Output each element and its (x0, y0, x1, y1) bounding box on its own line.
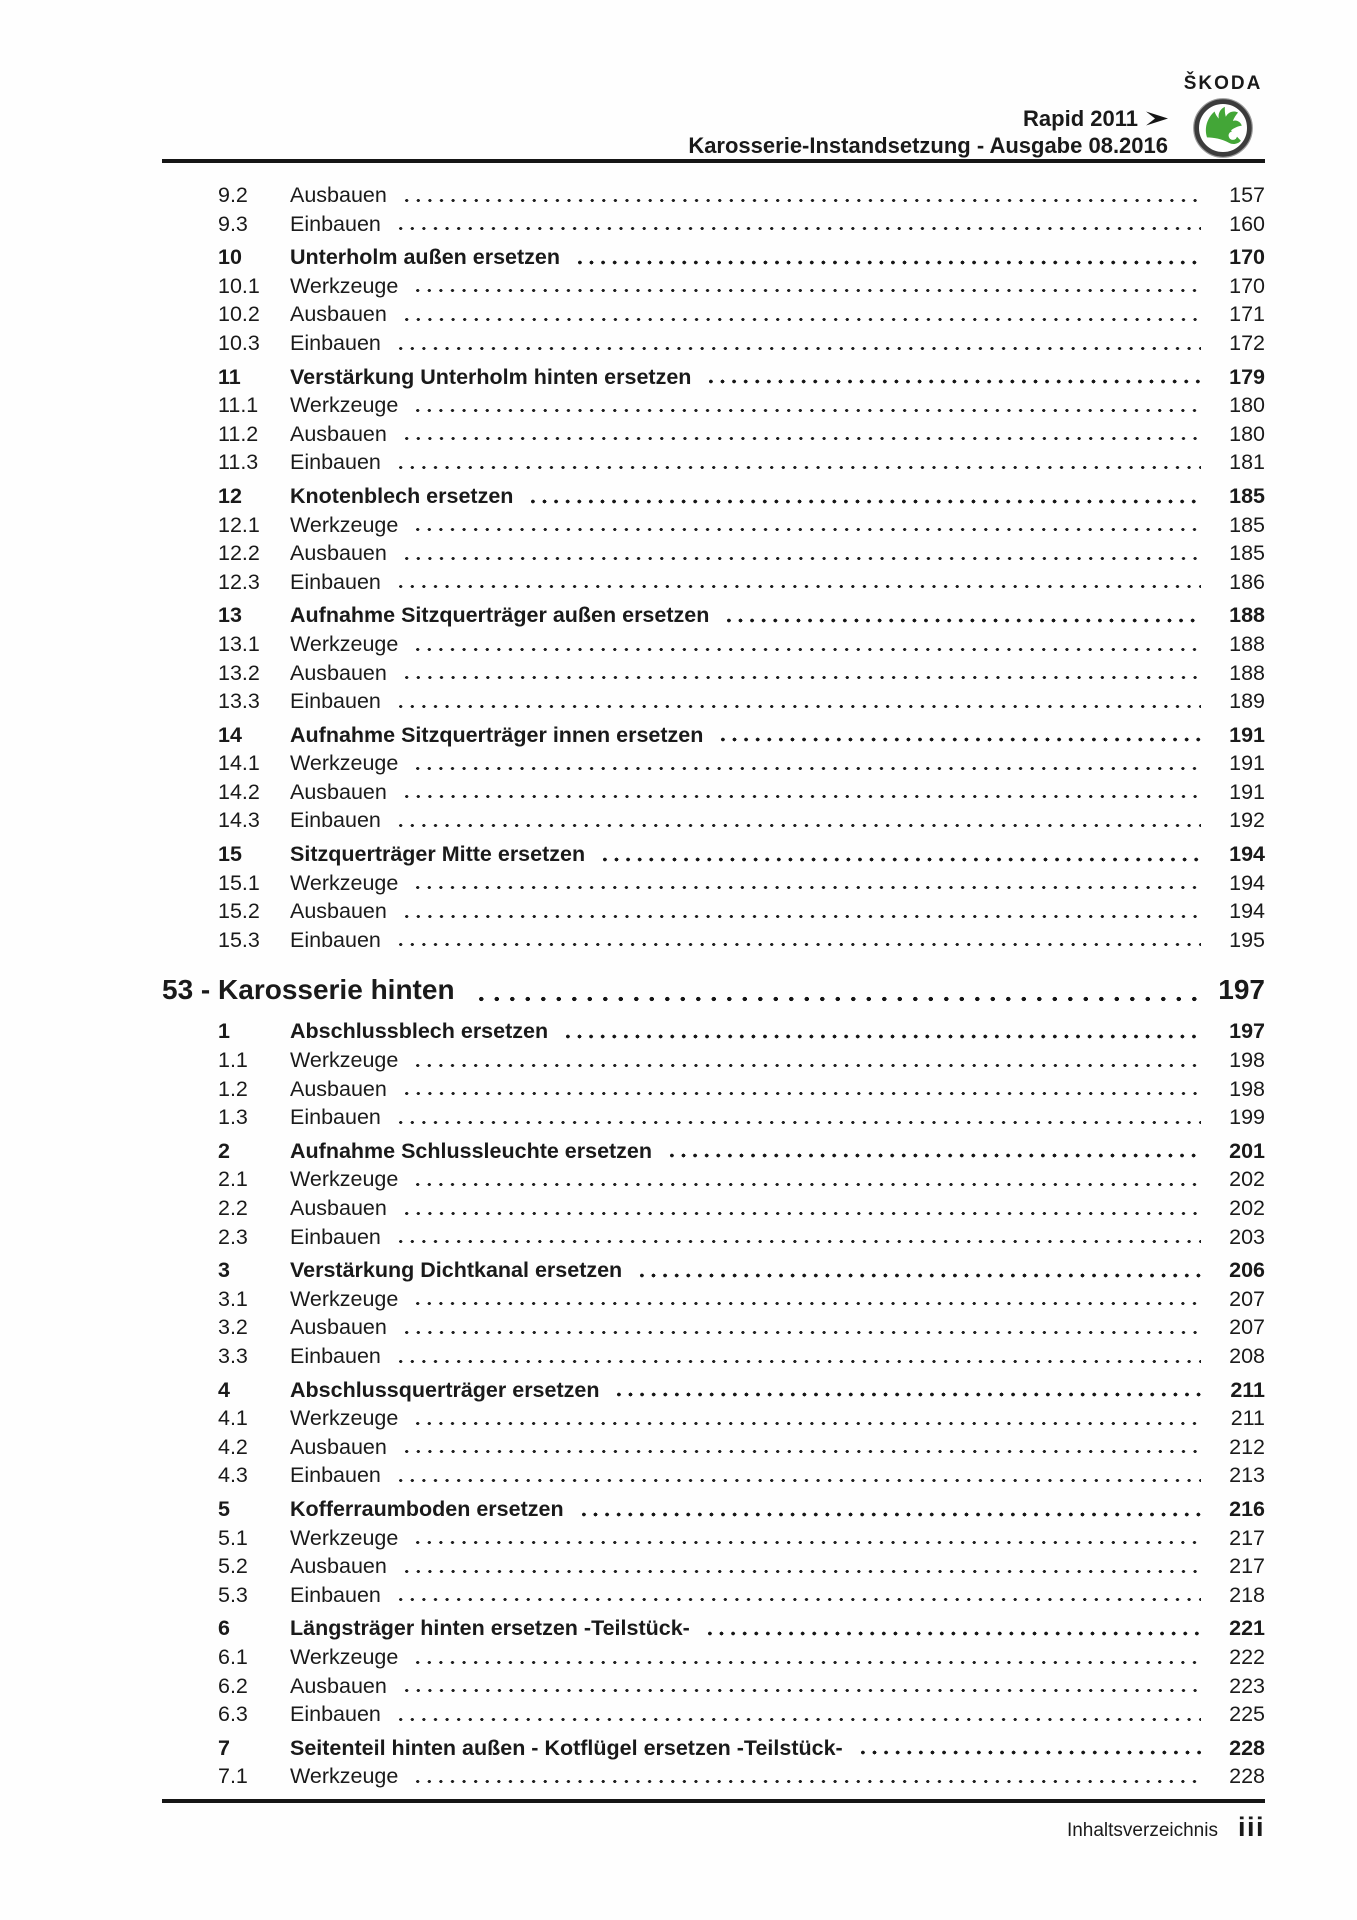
footer-section-label: Inhaltsverzeichnis (1066, 1820, 1218, 1841)
toc-row-page: 195 (1229, 927, 1265, 952)
toc-row-page: 194 (1229, 899, 1265, 924)
toc-row (162, 1762, 1265, 1791)
toc-row (162, 1495, 1265, 1524)
header-divider (162, 159, 1265, 163)
toc-row-number: 11.2 (218, 421, 259, 446)
toc-row-page: 217 (1229, 1554, 1265, 1579)
toc-row (162, 778, 1265, 807)
toc-row-number: 10.2 (218, 302, 260, 327)
toc-row-title: Ausbauen (290, 779, 387, 804)
toc-row-number: 4 (218, 1377, 230, 1402)
dot-leader (566, 1034, 1201, 1039)
toc-row-number: 14 (218, 722, 242, 747)
toc-row-page: 223 (1229, 1673, 1265, 1698)
toc-row-page: 198 (1229, 1076, 1265, 1101)
dot-leader (399, 1597, 1201, 1602)
toc-row-number: 3.2 (218, 1315, 248, 1340)
toc-row-number: 15 (218, 842, 242, 867)
dot-leader (708, 1631, 1201, 1636)
toc-row-number: 12.3 (218, 569, 260, 594)
dot-leader (399, 942, 1201, 947)
toc-row-page: 211 (1230, 1377, 1265, 1402)
dot-leader (399, 346, 1201, 351)
toc-row-page: 194 (1229, 842, 1265, 867)
toc-row-title: Einbauen (290, 1224, 381, 1249)
toc-row (162, 181, 1265, 210)
toc-row-title: Einbauen (290, 1702, 381, 1727)
dot-leader (399, 704, 1201, 709)
dot-leader (399, 1120, 1201, 1125)
toc-row-page: 185 (1229, 512, 1265, 537)
dot-leader (416, 1421, 1201, 1426)
toc-row-title: Werkzeuge (290, 870, 399, 895)
toc-row-page: 191 (1229, 722, 1265, 747)
dot-leader (416, 1063, 1201, 1068)
page-footer (162, 1812, 1265, 1843)
toc-row-page: 180 (1229, 393, 1265, 418)
toc-row-number: 1.2 (218, 1076, 248, 1101)
toc-row-title: Ausbauen (290, 899, 387, 924)
dot-leader (405, 1211, 1201, 1216)
toc-row-page: 228 (1229, 1764, 1265, 1789)
toc-row-number: 15.3 (218, 927, 260, 952)
toc-row-title: 53 - Karosserie hinten (162, 974, 455, 1006)
toc-row-title: Aufnahme Sitzquerträger innen ersetzen (290, 722, 704, 747)
toc-rows (162, 181, 1265, 1791)
toc-row-page: 228 (1229, 1735, 1265, 1760)
toc-row-number: 6.2 (218, 1673, 248, 1698)
toc-row-number: 1 (218, 1019, 230, 1044)
dot-leader (416, 1182, 1201, 1187)
toc-row-page: 202 (1229, 1196, 1265, 1220)
toc-row-number: 15.1 (218, 870, 260, 895)
dot-leader (416, 408, 1201, 413)
toc-row (162, 1614, 1265, 1643)
toc-row-title: Einbauen (290, 330, 381, 355)
dot-leader (405, 914, 1201, 919)
dot-leader (531, 499, 1201, 504)
toc-row-number: 1.1 (218, 1048, 248, 1073)
toc-row (162, 568, 1265, 597)
dot-leader (416, 885, 1201, 890)
toc-row-page: 216 (1229, 1496, 1265, 1521)
toc-row (162, 1672, 1265, 1701)
dot-leader (405, 794, 1201, 799)
toc-row (162, 1137, 1265, 1166)
toc-row-number: 2.2 (218, 1196, 248, 1220)
toc-row-title: Ausbauen (290, 421, 387, 446)
dot-leader (416, 1660, 1201, 1665)
toc-chapter-row (162, 968, 1265, 1012)
toc-row-title: Kofferraumboden ersetzen (290, 1496, 564, 1521)
footer-divider (162, 1799, 1265, 1803)
dot-leader (399, 1359, 1201, 1364)
dot-leader (399, 465, 1201, 470)
toc-row-title: Werkzeuge (290, 1406, 399, 1431)
dot-leader (405, 436, 1201, 441)
dot-leader (405, 317, 1201, 322)
dot-leader (416, 1301, 1201, 1306)
toc-row-page: 185 (1229, 541, 1265, 566)
toc-row (162, 272, 1265, 301)
dot-leader (405, 1449, 1201, 1454)
dot-leader (405, 1091, 1201, 1096)
toc-row-title: Werkzeuge (290, 1764, 399, 1789)
toc-row (162, 329, 1265, 358)
toc-row-page: 197 (1218, 974, 1265, 1006)
toc-row-title: Aufnahme Sitzquerträger außen ersetzen (290, 603, 710, 628)
toc-row-title: Einbauen (290, 689, 381, 714)
toc-row-title: Aufnahme Schlussleuchte ersetzen (290, 1138, 653, 1163)
dot-leader (405, 198, 1201, 203)
dot-leader (399, 226, 1201, 231)
toc-row (162, 926, 1265, 955)
dot-leader (709, 379, 1201, 384)
toc-row (162, 721, 1265, 750)
dot-leader (405, 1569, 1201, 1574)
toc-row-number: 14.2 (218, 779, 260, 804)
toc-row-number: 5.3 (218, 1582, 248, 1607)
toc-row-number: 4.3 (218, 1463, 248, 1488)
toc-row-title: Werkzeuge (290, 1167, 399, 1192)
toc-row-page: 188 (1229, 603, 1265, 628)
toc-row-page: 185 (1229, 483, 1265, 508)
toc-row-title: Ausbauen (290, 541, 387, 566)
toc-row-page: 180 (1229, 421, 1265, 446)
dot-leader (399, 1239, 1201, 1244)
toc-row (162, 391, 1265, 420)
toc-row-title: Ausbauen (290, 1315, 387, 1340)
subtitle-line: Karosserie-Instandsetzung - Ausgabe 08.2016 (688, 133, 1168, 158)
dot-leader (479, 996, 1199, 1002)
toc-row-title: Unterholm außen ersetzen (290, 245, 560, 270)
toc-row-title: Ausbauen (290, 1076, 387, 1101)
page-header (162, 74, 1265, 160)
skoda-logo (1181, 74, 1265, 160)
toc-row-title: Ausbauen (290, 1554, 387, 1579)
toc-row-page: 157 (1229, 183, 1265, 207)
toc-row-page: 191 (1229, 751, 1265, 776)
toc-row (162, 1285, 1265, 1314)
toc-row-title: Einbauen (290, 1343, 381, 1368)
toc-row-number: 13.3 (218, 689, 260, 714)
toc-row (162, 1734, 1265, 1763)
model-name: Rapid 2011 (1023, 106, 1138, 131)
model-line (688, 105, 1168, 132)
dot-leader (670, 1153, 1201, 1158)
dot-leader (640, 1273, 1201, 1278)
toc-row-title: Ausbauen (290, 1196, 387, 1220)
toc-row (162, 840, 1265, 869)
toc-row-page: 203 (1229, 1224, 1265, 1249)
toc-row-page: 172 (1229, 330, 1265, 355)
toc-row-title: Verstärkung Dichtkanal ersetzen (290, 1258, 623, 1283)
dot-leader (405, 1688, 1201, 1693)
toc-row-page: 208 (1229, 1343, 1265, 1368)
toc-row-number: 2.1 (218, 1167, 248, 1192)
toc-row (162, 363, 1265, 392)
dot-leader (399, 823, 1201, 828)
toc-row-number: 11 (218, 364, 241, 389)
toc-row (162, 1433, 1265, 1462)
toc-row-title: Einbauen (290, 1105, 381, 1130)
toc-row-title: Längsträger hinten ersetzen -Teilstück- (290, 1616, 690, 1641)
footer-page-number: iii (1237, 1812, 1265, 1842)
toc-row (162, 806, 1265, 835)
toc-row-page: 192 (1229, 808, 1265, 833)
toc-row (162, 749, 1265, 778)
toc-row-page: 188 (1229, 631, 1265, 656)
dot-leader (416, 1779, 1201, 1784)
toc-row-title: Einbauen (290, 1463, 381, 1488)
toc-row-number: 6 (218, 1616, 230, 1641)
dot-leader (416, 647, 1201, 652)
toc-row-page: 201 (1229, 1138, 1265, 1163)
toc-row-number: 2.3 (218, 1224, 248, 1249)
toc-row (162, 1165, 1265, 1194)
toc-row (162, 687, 1265, 716)
toc-row (162, 1194, 1265, 1223)
toc-row-page: 222 (1229, 1644, 1265, 1669)
toc-row-number: 5.2 (218, 1554, 248, 1579)
dot-leader (399, 1478, 1201, 1483)
toc-row (162, 511, 1265, 540)
dot-leader (416, 527, 1201, 532)
dot-leader (582, 1512, 1201, 1517)
toc-row-number: 11.3 (218, 450, 259, 475)
dot-leader (405, 1330, 1201, 1335)
toc-row (162, 539, 1265, 568)
dot-leader (617, 1392, 1201, 1397)
toc-row-page: 199 (1229, 1105, 1265, 1130)
toc-row-number: 5.1 (218, 1525, 248, 1550)
toc-row-number: 10.1 (218, 273, 260, 298)
skoda-wordmark: ŠKODA (1183, 73, 1263, 94)
toc-row-title: Werkzeuge (290, 1286, 399, 1311)
toc-row (162, 897, 1265, 926)
toc-row (162, 1552, 1265, 1581)
toc-row-number: 1.3 (218, 1105, 248, 1130)
toc-row-title: Einbauen (290, 808, 381, 833)
toc-row-number: 14.1 (218, 751, 260, 776)
toc-row (162, 1313, 1265, 1342)
toc-row-number: 6.1 (218, 1644, 248, 1669)
toc-row (162, 243, 1265, 272)
toc-row-page: 202 (1229, 1167, 1265, 1192)
toc-row-number: 12.1 (218, 512, 260, 537)
toc-row (162, 420, 1265, 449)
dot-leader (416, 1540, 1201, 1545)
toc-row-title: Abschlussblech ersetzen (290, 1019, 549, 1044)
toc-row-number: 3.3 (218, 1343, 248, 1368)
toc-row-title: Werkzeuge (290, 393, 399, 418)
toc-row-number: 13.1 (218, 631, 260, 656)
dot-leader (399, 584, 1201, 589)
toc-row-page: 218 (1229, 1582, 1265, 1607)
toc-row-page: 194 (1229, 870, 1265, 895)
toc-row-number: 13.2 (218, 660, 260, 685)
toc-row (162, 448, 1265, 477)
toc-row-title: Einbauen (290, 927, 381, 952)
toc-row (162, 630, 1265, 659)
toc-row-page: 207 (1229, 1286, 1265, 1311)
toc-row-number: 14.3 (218, 808, 260, 833)
dot-leader (861, 1750, 1201, 1755)
toc-row-page: 211 (1230, 1406, 1265, 1431)
toc-row-title: Werkzeuge (290, 1644, 399, 1669)
toc-row-title: Seitenteil hinten außen - Kotflügel ersetzen -Teilstück- (290, 1735, 843, 1760)
dot-leader (727, 618, 1201, 623)
toc-row (162, 1103, 1265, 1132)
toc-row-title: Ausbauen (290, 302, 387, 327)
toc-row-number: 7 (218, 1735, 230, 1760)
toc-row (162, 210, 1265, 239)
toc-row-title: Knotenblech ersetzen (290, 483, 514, 508)
toc-row (162, 1017, 1265, 1046)
toc-row-title: Abschlussquerträger ersetzen (290, 1377, 600, 1402)
toc-row-number: 3.1 (218, 1286, 248, 1311)
toc-row (162, 1075, 1265, 1104)
toc-row (162, 1461, 1265, 1490)
toc-row (162, 1376, 1265, 1405)
toc-row-number: 6.3 (218, 1702, 248, 1727)
toc-row (162, 601, 1265, 630)
toc-row-number: 10.3 (218, 330, 260, 355)
toc-row-number: 4.1 (218, 1406, 248, 1431)
toc-row-title: Ausbauen (290, 1434, 387, 1459)
toc-row-number: 2 (218, 1138, 230, 1163)
toc-row-page: 179 (1229, 364, 1265, 389)
toc-row-number: 10 (218, 245, 242, 270)
toc-row (162, 1524, 1265, 1553)
toc-row-title: Werkzeuge (290, 273, 399, 298)
toc-row-number: 3 (218, 1258, 230, 1283)
toc-row-page: 171 (1229, 302, 1265, 327)
toc-row-title: Werkzeuge (290, 512, 399, 537)
dot-leader (405, 556, 1201, 561)
toc-row (162, 482, 1265, 511)
toc-row-page: 181 (1229, 450, 1265, 475)
toc-row-title: Ausbauen (290, 1673, 387, 1698)
toc-row-page: 207 (1229, 1315, 1265, 1340)
toc-row (162, 1046, 1265, 1075)
toc-row-title: Einbauen (290, 211, 381, 236)
toc-row (162, 869, 1265, 898)
toc-row-number: 7.1 (218, 1764, 248, 1789)
header-text (688, 105, 1168, 160)
toc-row-page: 206 (1229, 1258, 1265, 1283)
toc-row (162, 300, 1265, 329)
toc-row-number: 9.3 (218, 211, 248, 236)
toc-row (162, 659, 1265, 688)
toc-row-page: 213 (1229, 1463, 1265, 1488)
toc-row-number: 12 (218, 483, 242, 508)
toc-row-page: 186 (1229, 569, 1265, 594)
toc-row-page: 188 (1229, 660, 1265, 685)
dot-leader (416, 766, 1201, 771)
toc-row-title: Ausbauen (290, 183, 387, 207)
toc-row-page: 191 (1229, 779, 1265, 804)
toc-row-page: 217 (1229, 1525, 1265, 1550)
toc-row-number: 5 (218, 1496, 230, 1521)
toc-row-title: Einbauen (290, 450, 381, 475)
dot-leader (399, 1717, 1201, 1722)
toc-row (162, 1256, 1265, 1285)
toc-row-page: 225 (1229, 1702, 1265, 1727)
toc-row (162, 1404, 1265, 1433)
toc-row-page: 198 (1229, 1048, 1265, 1073)
toc-row-number: 15.2 (218, 899, 260, 924)
toc-row-title: Ausbauen (290, 660, 387, 685)
toc-row-title: Verstärkung Unterholm hinten ersetzen (290, 364, 692, 389)
dot-leader (721, 737, 1201, 742)
toc-row-page: 221 (1229, 1616, 1265, 1641)
dot-leader (603, 857, 1201, 862)
toc-row-page: 170 (1229, 273, 1265, 298)
toc-row-title: Einbauen (290, 569, 381, 594)
toc-row-page: 170 (1229, 245, 1265, 270)
toc-row-page: 160 (1229, 211, 1265, 236)
toc-row-number: 11.1 (218, 393, 259, 418)
toc-row (162, 1700, 1265, 1729)
toc-row-title: Werkzeuge (290, 631, 399, 656)
toc-row-page: 212 (1229, 1434, 1265, 1459)
toc-row-title: Sitzquerträger Mitte ersetzen (290, 842, 586, 867)
toc-row (162, 1643, 1265, 1672)
toc-row-title: Werkzeuge (290, 751, 399, 776)
dot-leader (416, 288, 1201, 293)
dot-leader (405, 675, 1201, 680)
toc-row (162, 1223, 1265, 1252)
toc-row (162, 1581, 1265, 1610)
right-arrowhead-icon (1146, 111, 1168, 126)
toc-row-title: Werkzeuge (290, 1525, 399, 1550)
dot-leader (578, 260, 1201, 265)
toc-row-number: 4.2 (218, 1434, 248, 1459)
toc-row-title: Werkzeuge (290, 1048, 399, 1073)
toc-row-number: 9.2 (218, 183, 248, 207)
skoda-winged-arrow-icon (1191, 96, 1255, 160)
toc-row-page: 189 (1229, 689, 1265, 714)
toc-row-number: 13 (218, 603, 242, 628)
toc-row-title: Einbauen (290, 1582, 381, 1607)
toc-row (162, 1342, 1265, 1371)
toc-row-number: 12.2 (218, 541, 260, 566)
toc-row-page: 197 (1229, 1019, 1265, 1044)
